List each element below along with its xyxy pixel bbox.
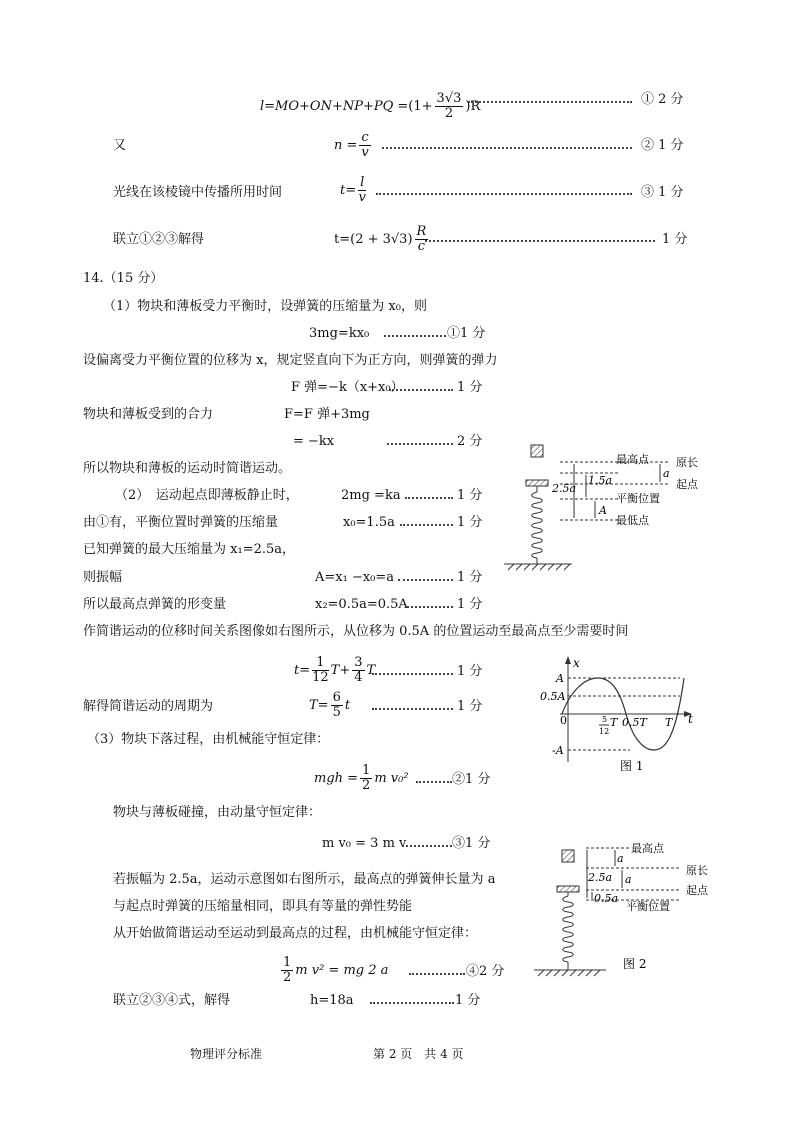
l-formula: l=MO+ON+NP+PQ =(1+ $\frac{3√3}{2}$ )R xyxy=(260,91,481,121)
dot-leader xyxy=(382,147,632,149)
text-line: （2） 运动起点即薄板静止时， xyxy=(115,488,299,503)
y-label-minus-A: -A xyxy=(552,744,564,757)
figure-2-spring xyxy=(530,836,720,981)
equation: t= $\frac{1}{12}$ T+ $\frac{3}{4}$ T xyxy=(294,655,376,685)
dot-leader xyxy=(372,673,453,675)
t-formula: t= $\frac{l}{v}$ xyxy=(340,175,366,205)
text-line: 联立②③④式，解得 xyxy=(113,993,231,1008)
equation: 3mg=kx₀ xyxy=(309,326,370,341)
label-start: 起点 xyxy=(686,884,708,897)
dot-leader xyxy=(402,845,452,847)
dot-leader xyxy=(409,973,465,975)
dot-leader xyxy=(425,240,655,242)
score-mark: ① 2 分 xyxy=(641,92,684,107)
block xyxy=(531,445,543,457)
spring xyxy=(532,492,543,558)
text-line: 光线在该棱镜中传播所用时间 xyxy=(113,185,283,200)
label-highest: 最高点 xyxy=(631,842,664,855)
equation: m v₀ = 3 m v xyxy=(322,836,407,851)
figure-caption: 图 1 xyxy=(620,759,644,773)
score-mark: ②1 分 xyxy=(452,772,491,787)
text-line: 又 xyxy=(113,138,127,153)
t-label-frac-numerator: 5 xyxy=(602,715,608,724)
equation: $\frac{1}{2}$ m v² = mg 2 a xyxy=(283,955,389,985)
equation: h=18a xyxy=(310,993,354,1008)
score-mark: 1 分 xyxy=(457,515,483,530)
label-2.5a: 2.5a xyxy=(588,871,613,884)
footer-left: 物理评分标准 xyxy=(190,1047,263,1061)
score-mark: ①1 分 xyxy=(447,326,486,341)
label-a-mid: a xyxy=(625,873,632,886)
label-a: a xyxy=(663,467,670,480)
equation: A=x₁ −x₀=a xyxy=(315,570,395,585)
label-equilibrium: 平衡位置 xyxy=(626,900,670,913)
score-mark: 2 分 xyxy=(457,434,483,449)
score-mark: 1 分 xyxy=(457,488,483,503)
label-A: A xyxy=(599,504,607,517)
text-line: 设偏离受力平衡位置的位移为 x，规定竖直向下为正方向，则弹簧的弹力 xyxy=(83,353,498,368)
plate xyxy=(557,886,579,892)
t-label-end-T: T xyxy=(665,716,673,729)
dot-leader xyxy=(376,193,632,195)
label-1.5a: 1.5a xyxy=(588,474,613,487)
equation: T= $\frac{6}{5}$ t xyxy=(309,690,351,720)
label-a-top: a xyxy=(617,852,624,865)
dot-leader xyxy=(405,497,453,499)
spring-figure-top xyxy=(500,440,720,575)
score-mark: ③1 分 xyxy=(452,836,491,851)
t-label-half-T: 0.5T xyxy=(622,716,647,729)
equation: 2mg =ka xyxy=(341,488,401,503)
text-line: 所以物块和薄板的运动时简谐运动。 xyxy=(83,461,292,476)
text-line: （1）物块和薄板受力平衡时，设弹簧的压缩量为 x₀，则 xyxy=(103,299,427,314)
y-label-A: A xyxy=(556,672,564,685)
dot-leader xyxy=(389,389,453,391)
label-lowest: 最低点 xyxy=(616,514,649,527)
figure-1-graph xyxy=(530,652,710,777)
text-line: 从开始做简谐运动至运动到最高点的过程，由机械能守恒定律： xyxy=(113,926,478,941)
equation: = −kx xyxy=(293,434,335,449)
equation: x₂=0.5a=0.5A xyxy=(315,597,408,612)
dot-leader xyxy=(468,101,632,103)
score-mark: 1 分 xyxy=(662,232,688,247)
equation: F=F 弹+3mg xyxy=(284,407,370,422)
block xyxy=(562,850,574,862)
score-mark: 1 分 xyxy=(457,380,483,395)
dot-leader xyxy=(400,524,453,526)
label-highest: 最高点 xyxy=(616,453,649,466)
axis-y-label: x xyxy=(573,656,580,670)
text-line: 若振幅为 2.5a，运动示意图如右图所示，最高点的弹簧伸长量为 a xyxy=(113,872,496,887)
text-line: 由①有，平衡位置时弹簧的压缩量 xyxy=(83,515,279,530)
n-formula: n = $\frac{c}{v}$ xyxy=(334,130,369,160)
label-0.5a: 0.5a xyxy=(594,892,619,905)
score-mark: 1 分 xyxy=(457,570,483,585)
dot-leader xyxy=(372,708,453,710)
figure-caption: 图 2 xyxy=(623,957,647,971)
text-line: 与起点时弹簧的压缩量相同，即具有等量的弹性势能 xyxy=(113,899,413,914)
dot-leader xyxy=(398,579,453,581)
score-mark: ③ 1 分 xyxy=(641,185,684,200)
t-label-frac-denominator: 12 xyxy=(599,727,610,736)
label-start: 起点 xyxy=(676,478,698,491)
score-mark: 1 分 xyxy=(457,597,483,612)
footer-page: 第 2 页 共 4 页 xyxy=(373,1047,464,1061)
text-line: 已知弹簧的最大压缩量为 x₁=2.5a， xyxy=(83,542,295,557)
label-natural-length: 原长 xyxy=(686,864,708,877)
text-line: 物块与薄板碰撞，由动量守恒定律： xyxy=(113,805,322,820)
t-label-T: T xyxy=(610,716,618,729)
score-mark: 1 分 xyxy=(455,993,481,1008)
y-label-zero: 0 xyxy=(560,714,567,727)
score-mark: ② 1 分 xyxy=(641,138,684,153)
label-equilibrium: 平衡位置 xyxy=(616,492,660,505)
problem-heading: 14.（15 分） xyxy=(83,271,164,286)
y-label-half-A: 0.5A xyxy=(540,690,566,703)
text-line: 作简谐运动的位移时间关系图像如右图所示，从位移为 0.5A 的位置运动至最高点至少需要时间 xyxy=(83,624,629,639)
dot-leader xyxy=(416,781,452,783)
text-line: 则振幅 xyxy=(83,570,123,585)
text-line: （3）物块下落过程，由机械能守恒定律： xyxy=(87,732,330,747)
score-mark: 1 分 xyxy=(457,664,483,679)
label-2.5a: 2.5a xyxy=(552,482,577,495)
dot-leader xyxy=(370,1002,454,1004)
text-line: 物块和薄板受到的合力 xyxy=(83,407,214,422)
text-line: 联立①②③解得 xyxy=(113,232,205,247)
score-mark: ④2 分 xyxy=(466,964,505,979)
score-mark: 1 分 xyxy=(457,699,483,714)
dot-leader xyxy=(384,335,446,337)
dot-leader xyxy=(407,606,453,608)
equation: F 弹=−k（x+x₀） xyxy=(291,380,404,395)
t-final-formula: t=(2 + 3√3) $\frac{R}{c}$ xyxy=(334,224,427,254)
equation: x₀=1.5a xyxy=(343,515,395,530)
equation: mgh = $\frac{1}{2}$ m v₀² xyxy=(314,763,409,793)
text-line: 解得简谐运动的周期为 xyxy=(83,699,214,714)
text-line: 所以最高点弹簧的形变量 xyxy=(83,597,227,612)
dot-leader xyxy=(387,443,453,445)
plate xyxy=(526,480,548,486)
label-natural-length: 原长 xyxy=(676,456,698,469)
axis-x-label: t xyxy=(688,712,693,726)
spring xyxy=(563,896,574,962)
